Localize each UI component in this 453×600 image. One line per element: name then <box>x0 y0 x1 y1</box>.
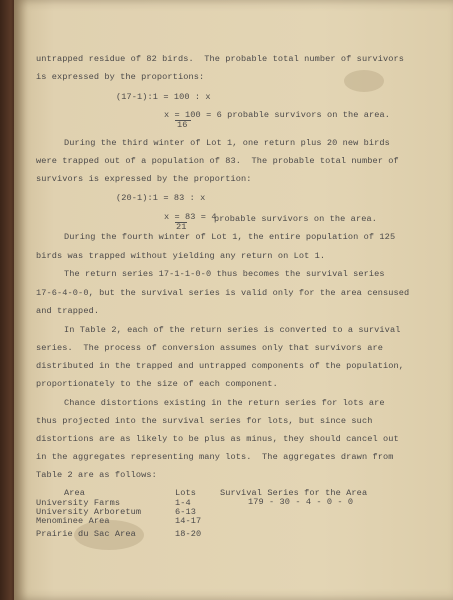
table-header-area: Area <box>64 488 86 498</box>
table-row-area: Prairie du Sac Area <box>36 529 136 539</box>
intro-line-1: untrapped residue of 82 birds. The probable total number of survivors <box>36 54 404 64</box>
equation1-solution <box>164 110 390 120</box>
typewritten-page <box>14 0 453 600</box>
table2-line-2: series. The process of conversion assumes only that survivors are <box>36 343 383 353</box>
table-row-area: Menominee Area <box>36 516 110 526</box>
paper-stain <box>344 70 384 92</box>
equation1-denominator: 16 <box>177 120 188 130</box>
table-header-lots: Lots <box>175 488 197 498</box>
table2-line-3: distributed in the trapped and untrapped components of the population, <box>36 361 404 371</box>
chance-line-1: Chance distortions existing in the return series for lots are <box>64 398 385 408</box>
table-row-lots: 14-17 <box>175 516 202 526</box>
table2-line-1: In Table 2, each of the return series is converted to a survival <box>64 325 401 335</box>
equation2-numerator: 83 <box>185 212 196 222</box>
table-row-lots: 1-4 <box>175 498 191 508</box>
fourth-winter-line-2: birds was trapped without yielding any return on Lot 1. <box>36 251 326 261</box>
equation2-prefix: x = <box>164 212 186 222</box>
equation2-proportion: (20-1):1 = 83 : x <box>116 193 206 203</box>
chance-line-2: thus projected into the survival series for lots, but since such <box>36 416 373 426</box>
fourth-winter-line-1: During the fourth winter of Lot 1, the entire population of 125 <box>64 232 396 242</box>
return-series-line-1: The return series 17-1-1-0-0 thus becomes the survival series <box>64 269 385 279</box>
equation1-result: = 6 probable survivors on the area. <box>200 110 391 120</box>
table-row-survival: 179 - 30 - 4 - 0 - 0 <box>248 497 354 507</box>
table2-line-4: proportionately to the size of each component. <box>36 379 278 389</box>
equation2-result-text: probable survivors on the area. <box>214 214 377 224</box>
third-winter-line-1: During the third winter of Lot 1, one return plus 20 new birds <box>64 138 390 148</box>
return-series-line-2: 17-6-4-0-0, but the survival series is valid only for the area censused <box>36 288 410 298</box>
table-header-survival: Survival Series for the Area <box>220 488 368 498</box>
equation1-numerator: 100 <box>185 110 201 120</box>
table-row-lots: 6-13 <box>175 507 197 517</box>
equation2-denominator: 21 <box>176 222 187 232</box>
equation2-result: = 4 <box>195 212 217 222</box>
table-row-lots: 18-20 <box>175 529 202 539</box>
equation1-proportion: (17-1):1 = 100 : x <box>116 92 211 102</box>
third-winter-line-2: were trapped out of a population of 83. The probable total number of <box>36 156 399 166</box>
intro-line-2: is expressed by the proportions: <box>36 72 205 82</box>
chance-line-5: Table 2 are as follows: <box>36 470 157 480</box>
third-winter-line-3: survivors is expressed by the proportion: <box>36 174 252 184</box>
chance-line-3: distortions are as likely to be plus as minus, they should cancel out <box>36 434 399 444</box>
table-row-area: University Farms <box>36 498 121 508</box>
equation2-solution <box>164 212 217 222</box>
return-series-line-3: and trapped. <box>36 306 100 316</box>
equation1-prefix: x = <box>164 110 186 120</box>
table-row-area: University Arboretum <box>36 507 142 517</box>
chance-line-4: in the aggregates representing many lots. The aggregates drawn from <box>36 452 394 462</box>
